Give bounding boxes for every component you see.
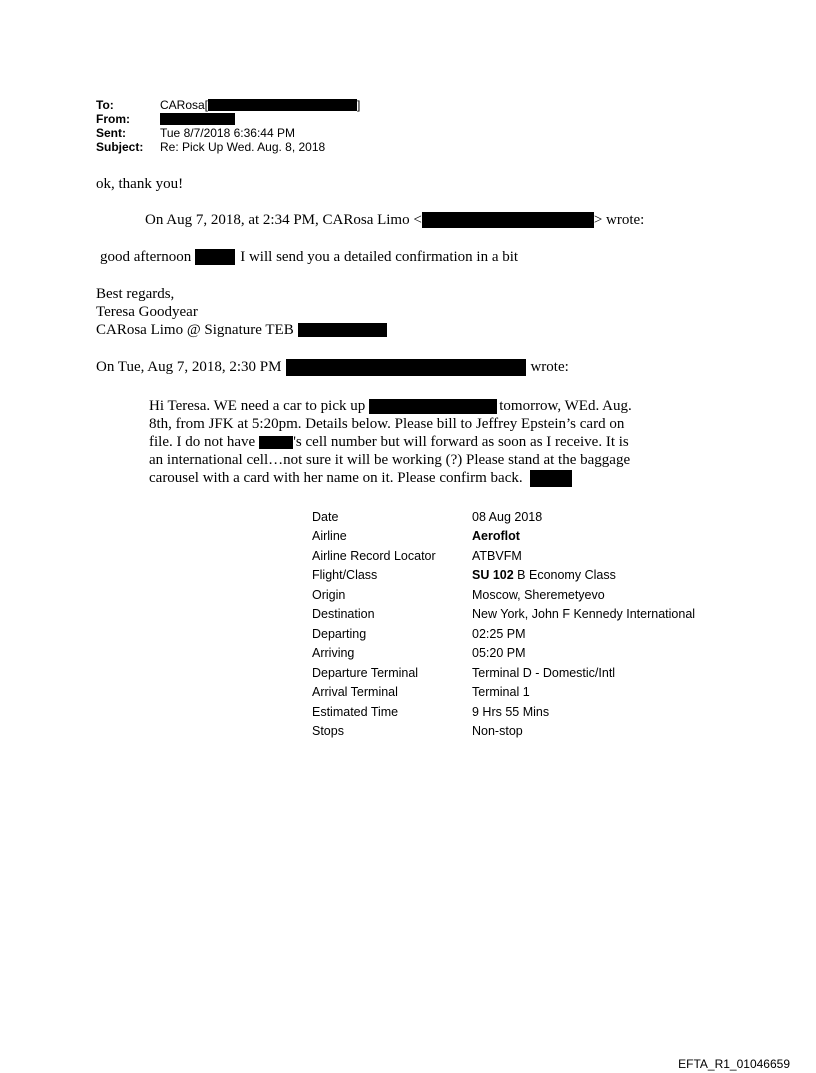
flight-row bbox=[312, 624, 695, 644]
flight-row bbox=[312, 507, 695, 527]
body-text: an international cell…not sure it will be working (?) Please stand at the baggage bbox=[149, 452, 631, 468]
afternoon-suffix: I will send you a detailed confirmation in a bit bbox=[240, 249, 519, 265]
flight-value: 05:20 PM bbox=[472, 646, 526, 661]
document-id: EFTA_R1_01046659 bbox=[678, 1057, 790, 1071]
flight-row bbox=[312, 702, 695, 722]
flight-label: Origin bbox=[312, 587, 346, 602]
flight-class: B Economy Class bbox=[513, 568, 616, 583]
body-text: file. I do not have bbox=[149, 434, 256, 450]
flight-label: Arriving bbox=[312, 646, 355, 661]
redaction-box bbox=[208, 99, 357, 111]
subject-value: Re: Pick Up Wed. Aug. 8, 2018 bbox=[160, 140, 326, 154]
flight-value: Moscow, Sheremetyevo bbox=[472, 587, 605, 602]
email-header bbox=[96, 98, 360, 154]
sent-row bbox=[96, 126, 360, 140]
flight-row bbox=[312, 722, 695, 742]
flight-value: New York, John F Kennedy International bbox=[472, 607, 696, 622]
flight-row bbox=[312, 566, 695, 586]
body-text: Hi Teresa. WE need a car to pick up bbox=[149, 398, 366, 414]
redaction-box bbox=[422, 212, 594, 228]
flight-label: Airline Record Locator bbox=[312, 548, 436, 563]
flight-value: 08 Aug 2018 bbox=[472, 509, 543, 524]
quote-header-1-prefix: On Aug 7, 2018, at 2:34 PM, CARosa Limo < bbox=[145, 212, 422, 228]
flight-value: ATBVFM bbox=[472, 548, 522, 563]
quoted-message-body bbox=[149, 397, 689, 487]
afternoon-prefix: good afternoon bbox=[100, 249, 192, 265]
flight-label: Flight/Class bbox=[312, 568, 378, 583]
body-text: carousel with a card with her name on it. Please confirm back. bbox=[149, 470, 523, 486]
flight-value: Terminal 1 bbox=[472, 685, 530, 700]
redaction-box bbox=[160, 113, 235, 125]
quote-header-2-suffix: wrote: bbox=[530, 359, 569, 375]
flight-label: Destination bbox=[312, 607, 375, 622]
flight-row bbox=[312, 527, 695, 547]
flight-row bbox=[312, 644, 695, 664]
regards-text: Best regards, bbox=[96, 286, 175, 302]
flight-row bbox=[312, 546, 695, 566]
body-text: 's cell number but will forward as soon as I receive. It is bbox=[293, 434, 629, 450]
redaction-box bbox=[530, 470, 572, 487]
subject-row bbox=[96, 140, 360, 154]
afternoon-line bbox=[100, 248, 518, 266]
flight-value: Aeroflot bbox=[472, 529, 520, 544]
signature-name: Teresa Goodyear bbox=[96, 304, 198, 320]
flight-label: Arrival Terminal bbox=[312, 685, 398, 700]
reply-text: ok, thank you! bbox=[96, 176, 184, 192]
flight-row bbox=[312, 663, 695, 683]
sent-value: Tue 8/7/2018 6:36:44 PM bbox=[160, 126, 295, 140]
quote-header-1 bbox=[145, 211, 644, 229]
redaction-box bbox=[298, 323, 387, 337]
flight-row bbox=[312, 683, 695, 703]
flight-value: 9 Hrs 55 Mins bbox=[472, 704, 550, 719]
redaction-box bbox=[195, 249, 235, 265]
redaction-box bbox=[259, 436, 293, 449]
flight-label: Estimated Time bbox=[312, 704, 399, 719]
to-close: ] bbox=[357, 98, 361, 112]
flight-value: Non-stop bbox=[472, 724, 523, 739]
flight-number: SU 102 bbox=[472, 568, 514, 583]
flight-label: Airline bbox=[312, 529, 347, 544]
to-label: To: bbox=[96, 98, 114, 112]
body-line bbox=[149, 415, 689, 433]
from-row bbox=[96, 112, 360, 126]
flight-row bbox=[312, 605, 695, 625]
redaction-box bbox=[286, 359, 526, 376]
flight-label: Departure Terminal bbox=[312, 665, 419, 680]
to-value: CARosa[ bbox=[160, 98, 209, 112]
sent-label: Sent: bbox=[96, 126, 126, 140]
body-text: 8th, from JFK at 5:20pm. Details below. Please bill to Jeffrey Epstein’s card on bbox=[149, 416, 625, 432]
flight-label: Date bbox=[312, 509, 339, 524]
signature-company: CARosa Limo @ Signature TEB bbox=[96, 322, 294, 338]
flight-row bbox=[312, 585, 695, 605]
flight-details-table bbox=[312, 507, 695, 741]
quote-header-2-prefix: On Tue, Aug 7, 2018, 2:30 PM bbox=[96, 359, 282, 375]
flight-value: 02:25 PM bbox=[472, 626, 526, 641]
flight-label: Departing bbox=[312, 626, 367, 641]
body-line bbox=[149, 433, 689, 451]
body-line bbox=[149, 397, 689, 415]
body-line bbox=[149, 469, 689, 487]
quote-header-2 bbox=[96, 358, 569, 376]
signature-company-line bbox=[96, 321, 387, 339]
quote-header-1-suffix: > wrote: bbox=[593, 212, 645, 228]
from-label: From: bbox=[96, 112, 130, 126]
flight-value: Terminal D - Domestic/Intl bbox=[472, 665, 616, 680]
redaction-box bbox=[369, 399, 497, 414]
subject-label: Subject: bbox=[96, 140, 144, 154]
body-text: tomorrow, WEd. Aug. bbox=[499, 398, 632, 414]
to-row bbox=[96, 98, 360, 112]
body-line bbox=[149, 451, 689, 469]
flight-label: Stops bbox=[312, 724, 344, 739]
